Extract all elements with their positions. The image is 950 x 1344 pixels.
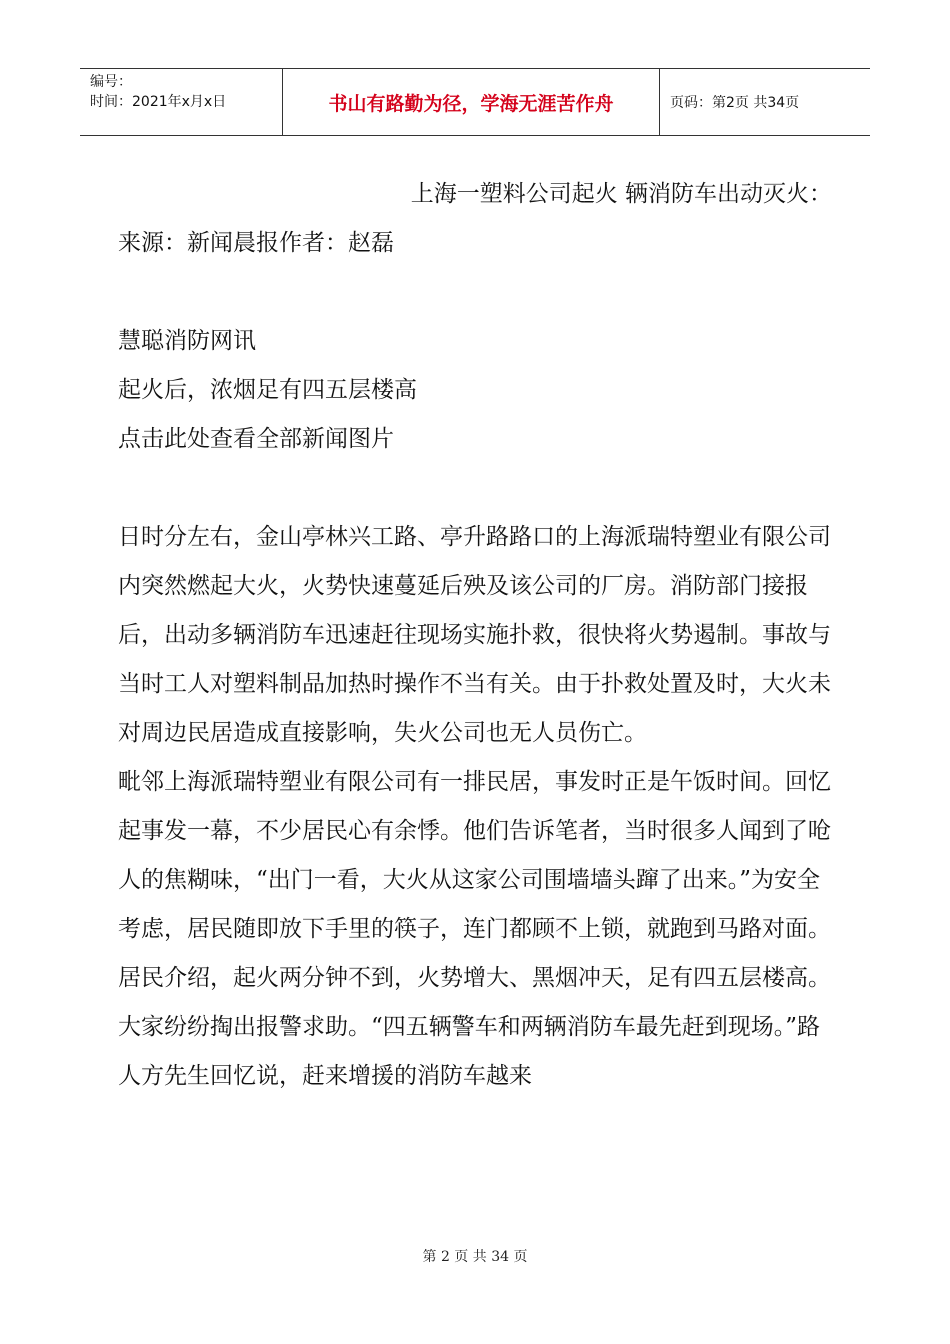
article-title: 上海一塑料公司起火 辆消防车出动灭火： bbox=[410, 181, 832, 207]
article-source: 来源：新闻晨报作者：赵磊 bbox=[118, 230, 394, 256]
spacer bbox=[118, 268, 840, 317]
article-paragraph: 日时分左右，金山亭林兴工路、亭升路路口的上海派瑞特塑业有限公司内突然燃起大火，火势快速蔓延后殃及该公司的厂房。消防部门接报后，出动多辆消防车迅速赶往现场实施扑救，很快将火势遏制。事故与当时工人对塑料制品加热时操作不当有关。由于扑救处置及时，大火未对周边民居造成直接影响，失火公司也无人员伤亡。 bbox=[118, 524, 831, 746]
page-footer: 第 2 页 共 34 页 bbox=[422, 1249, 528, 1265]
article-line: 起火后，浓烟足有四五层楼高 bbox=[118, 377, 417, 403]
document-time-label: 时间：2021年x月x日 bbox=[90, 94, 227, 110]
article-paragraph: 居民介绍，起火两分钟不到，火势增大、黑烟冲天，足有四五层楼高。大家纷纷掏出报警求助。“四五辆警车和两辆消防车最先赶到现场。”路人方先生回忆说，赶来增援的消防车越来 bbox=[118, 965, 831, 1089]
header-motto: 书山有路勤为径，学海无涯苦作舟 bbox=[283, 69, 660, 135]
spacer bbox=[118, 464, 840, 513]
header-meta bbox=[80, 69, 283, 135]
article-body bbox=[118, 170, 840, 1101]
page-header bbox=[80, 68, 870, 136]
document-number-label: 编号： bbox=[90, 74, 132, 90]
article-line: 点击此处查看全部新闻图片 bbox=[118, 426, 394, 452]
article-paragraph: 毗邻上海派瑞特塑业有限公司有一排民居，事发时正是午饭时间。回忆起事发一幕，不少居民心有余悸。他们告诉笔者，当时很多人闻到了呛人的焦糊味，“出门一看，大火从这家公司围墙墙头蹿了出来。”为安全考虑，居民随即放下手里的筷子，连门都顾不上锁，就跑到马路对面。 bbox=[118, 769, 831, 942]
header-page-info: 页码：第2页 共34页 bbox=[670, 95, 800, 111]
article-line: 慧聪消防网讯 bbox=[118, 328, 256, 354]
